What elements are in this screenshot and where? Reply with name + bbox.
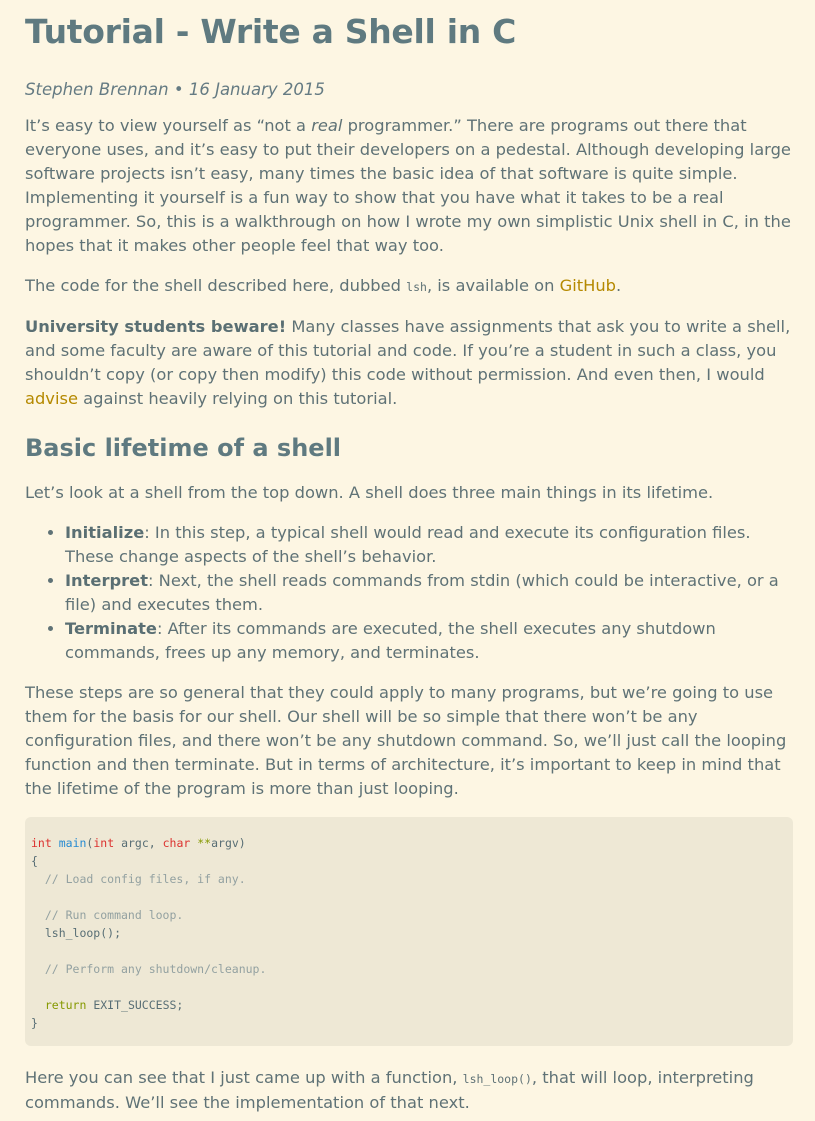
- code-comment: // Load config files, if any.: [31, 872, 246, 886]
- code-token: argv): [211, 836, 246, 850]
- step-term: Terminate: [65, 619, 157, 638]
- code-para-text-2: , is available on: [426, 276, 560, 295]
- lifetime-steps-list: [25, 521, 793, 665]
- inline-code-lsh: lsh: [406, 280, 427, 294]
- list-item-initialize: [65, 521, 793, 569]
- advise-link[interactable]: advise: [25, 389, 78, 408]
- step-text: : Next, the shell reads commands from stdin (which could be interactive, or a file) and executes them.: [65, 571, 779, 614]
- page-title: Tutorial - Write a Shell in C: [25, 12, 517, 51]
- warning-text-1: Many classes have assignments that ask you to write a shell, and some faculty are aware of this tutorial and code. If you’re a student in such a class, you shouldn’t copy (or copy then modify) this code without permission. And even then, I would: [25, 317, 791, 384]
- intro-text-1: It’s easy to view yourself as “not a: [25, 116, 312, 135]
- intro-paragraph: [25, 114, 793, 258]
- list-item-terminate: [65, 617, 793, 665]
- step-term: Interpret: [65, 571, 149, 590]
- step-term: Initialize: [65, 523, 145, 542]
- code-token: char: [162, 836, 191, 850]
- intro-emphasis: real: [311, 116, 343, 135]
- code-token: (: [86, 836, 94, 850]
- outro-text-2: , that will loop, interpreting commands. We’ll see the implementation of that next.: [25, 1068, 754, 1112]
- step-text: : In this step, a typical shell would read and execute its configuration files. These change aspects of the shell’s behavior.: [65, 523, 751, 566]
- code-line: lsh_loop();: [31, 926, 122, 940]
- list-item-interpret: [65, 569, 793, 617]
- intro-text-2: programmer.” There are programs out there that everyone uses, and it’s easy to put their developers on a pedestal. Although developing large software projects isn’t easy, many times the basic idea of that software is quite simple. Implementing it yourself is a fun way to show that you have what it takes to be a real programmer. So, this is a walkthrough on how I wrote my own simplistic Unix shell in C, in the hopes that it makes other people feel that way too.: [25, 116, 791, 255]
- code-para-text-1: The code for the shell described here, dubbed: [25, 276, 407, 295]
- code-availability-paragraph: [25, 274, 793, 299]
- code-para-text-3: .: [616, 276, 622, 295]
- section-heading: Basic lifetime of a shell: [25, 434, 342, 462]
- code-line: }: [31, 1016, 38, 1030]
- github-link[interactable]: GitHub: [559, 276, 617, 295]
- code-token: main: [58, 836, 87, 850]
- explanation-paragraph: These steps are so general that they could apply to many programs, but we’re going to use them for the basis for our shell. Our shell will be so simple that there won’t be any configuration files, and there won’t be any shutdown command. So, we’ll just call the looping function and then terminate. But in terms of architecture, it’s important to keep in mind that the lifetime of the program is more than just looping.: [25, 683, 787, 798]
- code-keyword: return: [44, 998, 87, 1012]
- outro-text-1: Here you can see that I just came up with a function,: [25, 1068, 463, 1087]
- warning-text-2: against heavily relying on this tutorial.: [77, 389, 398, 408]
- code-token: **: [190, 836, 212, 850]
- student-warning-paragraph: [25, 315, 793, 411]
- byline: Stephen Brennan • 16 January 2015: [25, 80, 325, 99]
- outro-paragraph: [25, 1066, 793, 1115]
- code-token: int: [93, 836, 115, 850]
- code-block-main: [25, 817, 793, 1046]
- code-comment: // Perform any shutdown/cleanup.: [31, 962, 267, 976]
- code-token: argc,: [114, 836, 163, 850]
- code-comment: // Run command loop.: [31, 908, 184, 922]
- section-intro: Let’s look at a shell from the top down. A shell does three main things in its lifetime.: [25, 483, 714, 502]
- step-text: : After its commands are executed, the shell executes any shutdown commands, frees up any memory, and terminates.: [65, 619, 716, 662]
- warning-strong: University students beware!: [25, 317, 287, 336]
- inline-code-lsh-loop: lsh_loop(): [462, 1072, 532, 1086]
- code-token: EXIT_SUCCESS;: [86, 998, 184, 1012]
- code-line: {: [31, 854, 38, 868]
- code-token: int: [31, 836, 52, 850]
